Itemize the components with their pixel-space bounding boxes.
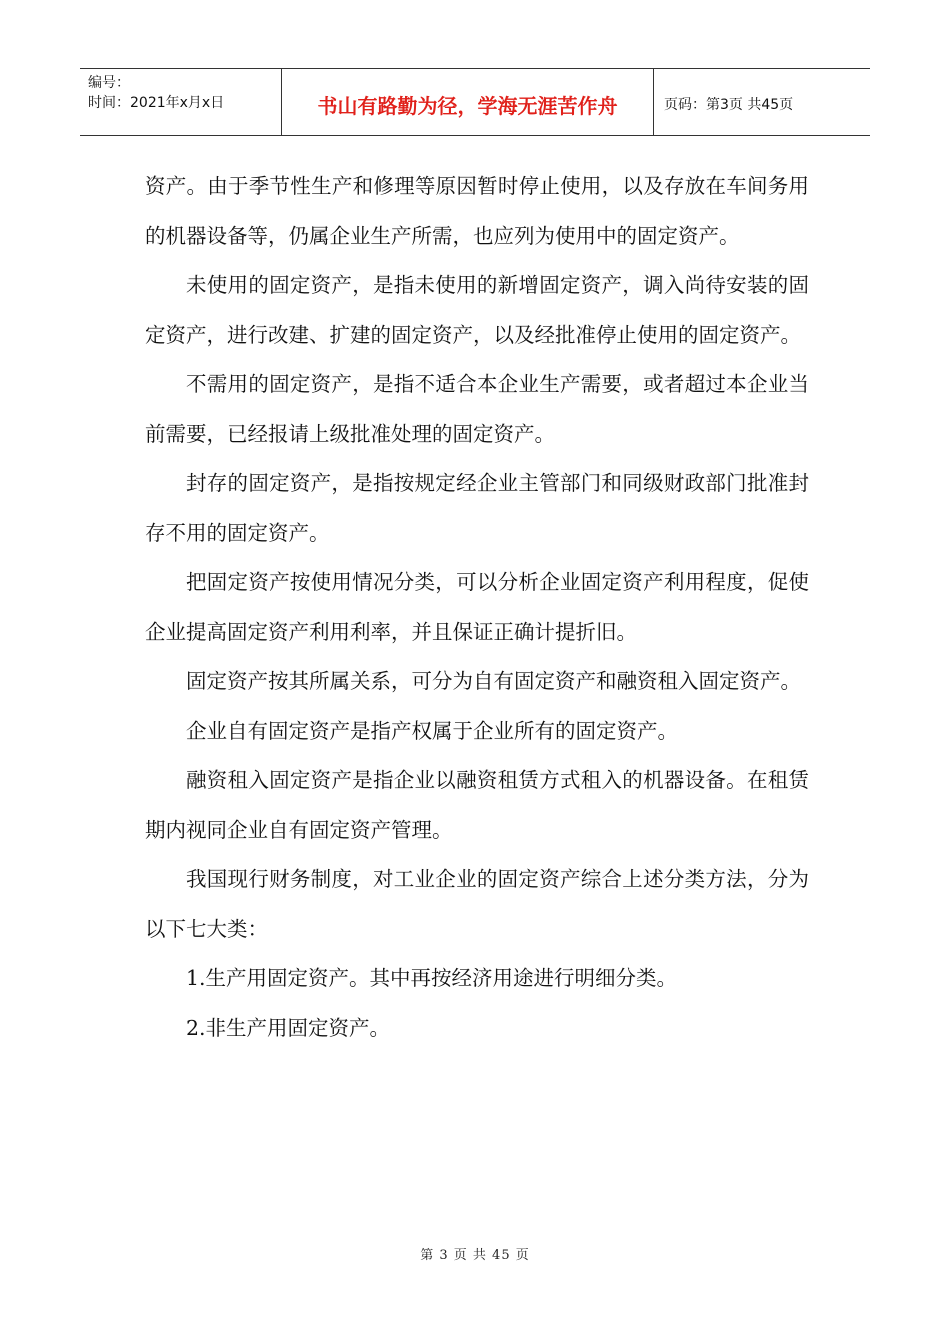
page-header <box>80 68 870 136</box>
paragraph-sealed-assets: 封存的固定资产，是指按规定经企业主管部门和同级财政部门批准封存不用的固定资产。 <box>145 471 809 545</box>
list-item-nonproduction-assets: 2.非生产用固定资产。 <box>186 1015 391 1040</box>
document-body <box>145 162 809 1053</box>
header-meta-cell <box>80 69 282 135</box>
paragraph-unneeded-assets: 不需用的固定资产，是指不适合本企业生产需要，或者超过本企业当前需要，已经报请上级批准处理的固定资产。 <box>145 372 809 446</box>
paragraph-continuation: 资产。由于季节性生产和修理等原因暂时停止使用，以及存放在车间务用的机器设备等，仍属企业生产所需，也应列为使用中的固定资产。 <box>145 174 809 248</box>
paragraph-usage-classification: 把固定资产按使用情况分类，可以分析企业固定资产利用程度，促使企业提高固定资产利用利率，并且保证正确计提折旧。 <box>145 570 809 644</box>
header-motto-cell <box>282 69 654 135</box>
serial-number-label: 编号： <box>88 75 130 91</box>
paragraph-ownership-classification: 固定资产按其所属关系，可分为自有固定资产和融资租入固定资产。 <box>186 669 801 693</box>
page-footer: 第 3 页 共 45 页 <box>420 1248 530 1263</box>
date-label: 时间：2021年x月x日 <box>88 95 225 111</box>
paragraph-unused-assets: 未使用的固定资产，是指未使用的新增固定资产，调入尚待安装的固定资产，进行改建、扩建的固定资产，以及经批准停止使用的固定资产。 <box>145 273 809 347</box>
header-motto: 书山有路勤为径，学海无涯苦作舟 <box>317 93 618 118</box>
paragraph-seven-categories: 我国现行财务制度，对工业企业的固定资产综合上述分类方法，分为以下七大类： <box>145 867 809 941</box>
paragraph-leased-assets: 融资租入固定资产是指企业以融资租赁方式租入的机器设备。在租赁期内视同企业自有固定资产管理。 <box>145 768 809 842</box>
header-page-info: 页码：第3页 共45页 <box>664 97 794 113</box>
paragraph-owned-assets: 企业自有固定资产是指产权属于企业所有的固定资产。 <box>186 718 678 743</box>
list-item-production-assets: 1.生产用固定资产。其中再按经济用途进行明细分类。 <box>186 966 678 990</box>
header-page-cell <box>654 69 870 135</box>
